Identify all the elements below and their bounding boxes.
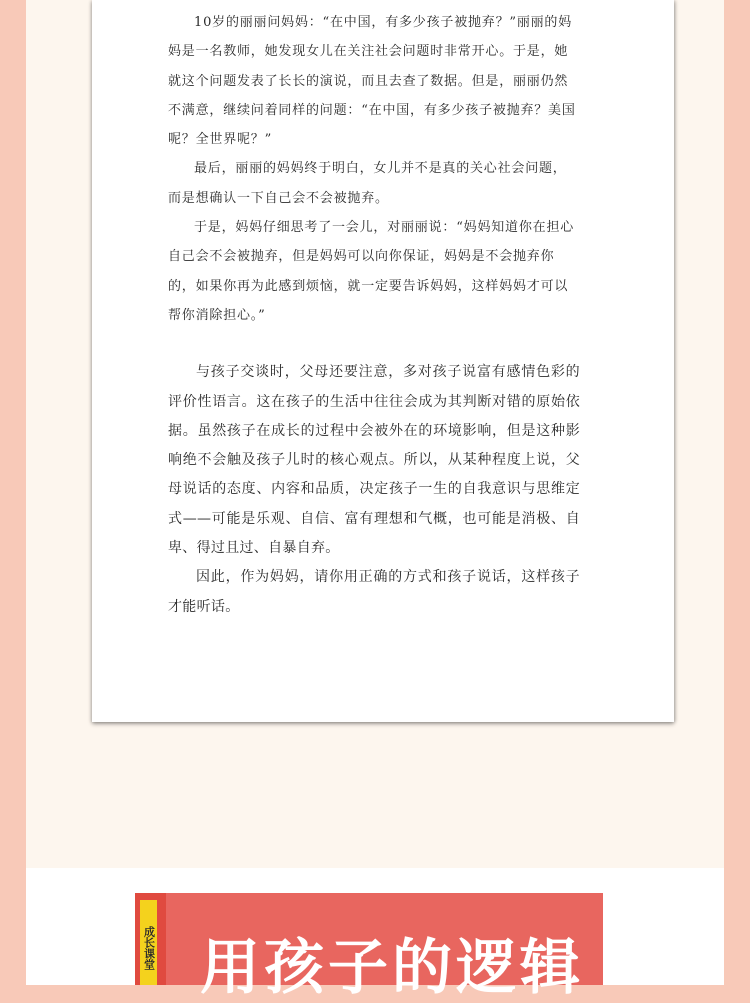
series-label: 成长课堂 bbox=[142, 926, 156, 970]
excerpt-paragraph-3: 于是，妈妈仔细思考了一会儿，对丽丽说：“妈妈知道你在担心自己会不会被抛弃，但是妈妈可以向你保证，妈妈是不会抛弃你的，如果你再为此感到烦恼，就一定要告诉妈妈，这样妈妈才可以帮你消除担心。” bbox=[168, 220, 575, 323]
book-title: 用孩子的逻辑 bbox=[200, 933, 584, 1003]
body-paragraph-2: 因此，作为妈妈，请你用正确的方式和孩子说话，这样孩子才能听话。 bbox=[168, 569, 580, 615]
paragraph-gap bbox=[168, 330, 580, 358]
body-paragraph-1: 与孩子交谈时，父母还要注意，多对孩子说富有感情色彩的评价性语言。这在孩子的生活中往往会成为其判断对错的原始依据。虽然孩子在成长的过程中会被外在的环境影响，但是这种影响绝不会触及孩子儿时的核心观点。所以，从某种程度上说，父母说话的态度、内容和品质，决定孩子一生的自我意识与思维定式——可能是乐观、自信、富有理想和气概，也可能是消极、自卑、得过且过、自暴自弃。 bbox=[168, 364, 580, 557]
excerpt-paragraph-1: 10岁的丽丽问妈妈：“在中国，有多少孩子被抛弃？”丽丽的妈妈是一名教师，她发现女儿在关注社会问题时非常开心。于是，她就这个问题发表了长长的演说，而且去查了数据。但是，丽丽仍然不满意，继续问着同样的问题：“在中国，有多少孩子被抛弃？美国呢？全世界呢？” bbox=[168, 15, 576, 148]
series-tag bbox=[140, 900, 157, 985]
page-text bbox=[168, 8, 580, 622]
excerpt-paragraph-2: 最后，丽丽的妈妈终于明白，女儿并不是真的关心社会问题，而是想确认一下自己会不会被抛弃。 bbox=[168, 161, 567, 206]
